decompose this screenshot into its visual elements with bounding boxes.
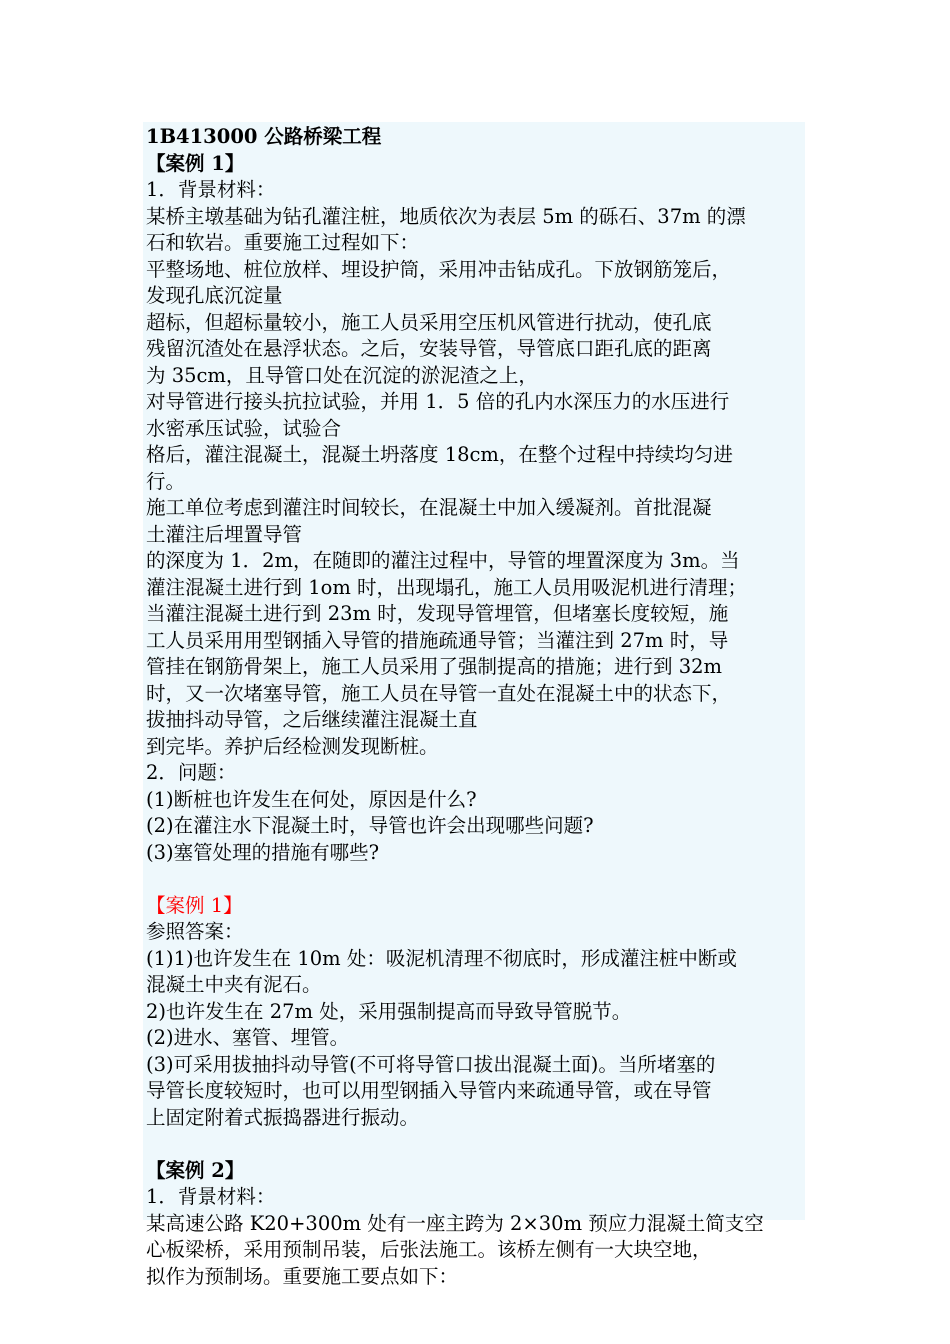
case1-text-line: 格后，灌注混凝土，混凝土坍落度 18cm，在整个过程中持续均匀进 bbox=[146, 443, 733, 466]
answer1-text-line: (3)可采用拔抽抖动导管(不可将导管口拔出混凝土面)。当所堵塞的 bbox=[146, 1052, 716, 1076]
answer1-heading: 【案例 1】 bbox=[146, 893, 243, 917]
case2-heading: 【案例 2】 bbox=[146, 1158, 245, 1182]
case2-background-label: 1．背景材料： bbox=[146, 1185, 276, 1208]
case1-text-line: 行。 bbox=[146, 469, 186, 493]
case1-questions-label: 2．问题： bbox=[146, 761, 237, 784]
case1-text-line: 水密承压试验，试验合 bbox=[146, 416, 342, 440]
answer1-label: 参照答案： bbox=[146, 920, 244, 943]
case1-text-line: 施工单位考虑到灌注时间较长，在混凝土中加入缓凝剂。首批混凝 bbox=[146, 496, 712, 519]
answer1-text-line: 上固定附着式振捣器进行振动。 bbox=[146, 1105, 420, 1129]
case2-text-line: 某高速公路 K20+300m 处有一座主跨为 2×30m 预应力混凝土简支空 bbox=[146, 1211, 764, 1235]
case1-text-line: 时，又一次堵塞导管，施工人员在导管一直处在混凝土中的状态下， bbox=[146, 681, 732, 705]
case1-text-line: 发现孔底沉淀量 bbox=[146, 284, 283, 307]
spacer bbox=[146, 866, 826, 893]
case1-question: (2)在灌注水下混凝土时，导管也许会出现哪些问题? bbox=[146, 814, 594, 837]
case1-text-line: 对导管进行接头抗拉试验，并用 1．5 倍的孔内水深压力的水压进行 bbox=[146, 390, 730, 413]
document-title: 1B413000 公路桥梁工程 bbox=[146, 125, 382, 148]
case1-text-line: 的深度为 1．2m，在随即的灌注过程中，导管的埋置深度为 3m。当 bbox=[146, 549, 740, 572]
answer1-text-line: 2)也许发生在 27m 处，采用强制提高而导致导管脱节。 bbox=[146, 999, 632, 1023]
spacer bbox=[146, 1131, 826, 1158]
case1-question: (1)断桩也许发生在何处，原因是什么? bbox=[146, 787, 477, 811]
answer1-text-line: (1)1)也许发生在 10m 处：吸泥机清理不彻底时，形成灌注桩中断或 bbox=[146, 946, 737, 970]
case1-background-label: 1．背景材料： bbox=[146, 178, 276, 201]
case1-text-line: 灌注混凝土进行到 1om 时，出现塌孔，施工人员用吸泥机进行清理； bbox=[146, 575, 748, 599]
case1-text-line: 当灌注混凝土进行到 23m 时，发现导管埋管，但堵塞长度较短，施 bbox=[146, 602, 729, 625]
answer1-text-line: (2)进水、塞管、埋管。 bbox=[146, 1026, 350, 1049]
answer1-text-line: 导管长度较短时，也可以用型钢插入导管内来疏通导管，或在导管 bbox=[146, 1079, 712, 1102]
case1-heading: 【案例 1】 bbox=[146, 151, 245, 175]
case1-text-line: 某桥主墩基础为钻孔灌注桩，地质依次为表层 5m 的砾石、37m 的漂 bbox=[146, 204, 746, 228]
document-body bbox=[146, 124, 826, 1290]
case1-text-line: 为 35cm，且导管口处在沉淀的淤泥渣之上， bbox=[146, 363, 538, 387]
case2-text-line: 心板梁桥，采用预制吊装，后张法施工。该桥左侧有一大块空地， bbox=[146, 1238, 712, 1261]
case1-text-line: 残留沉渣处在悬浮状态。之后，安装导管，导管底口距孔底的距离 bbox=[146, 337, 712, 360]
answer1-text-line: 混凝土中夹有泥石。 bbox=[146, 973, 322, 996]
case1-text-line: 平整场地、桩位放样、埋设护筒，采用冲击钻成孔。下放钢筋笼后， bbox=[146, 257, 732, 281]
case1-text-line: 工人员采用用型钢插入导管的措施疏通导管；当灌注到 27m 时，导 bbox=[146, 628, 729, 652]
case1-text-line: 超标，但超标量较小，施工人员采用空压机风管进行扰动，使孔底 bbox=[146, 310, 712, 334]
case1-text-line: 到完毕。养护后经检测发现断桩。 bbox=[146, 734, 439, 758]
case1-text-line: 管挂在钢筋骨架上，施工人员采用了强制提高的措施；进行到 32m bbox=[146, 655, 723, 678]
case1-text-line: 石和软岩。重要施工过程如下： bbox=[146, 231, 420, 254]
case1-text-line: 拔抽抖动导管，之后继续灌注混凝土直 bbox=[146, 708, 478, 731]
case2-text-line: 拟作为预制场。重要施工要点如下： bbox=[146, 1264, 459, 1288]
case1-question: (3)塞管处理的措施有哪些? bbox=[146, 840, 380, 864]
case1-text-line: 土灌注后埋置导管 bbox=[146, 522, 303, 546]
